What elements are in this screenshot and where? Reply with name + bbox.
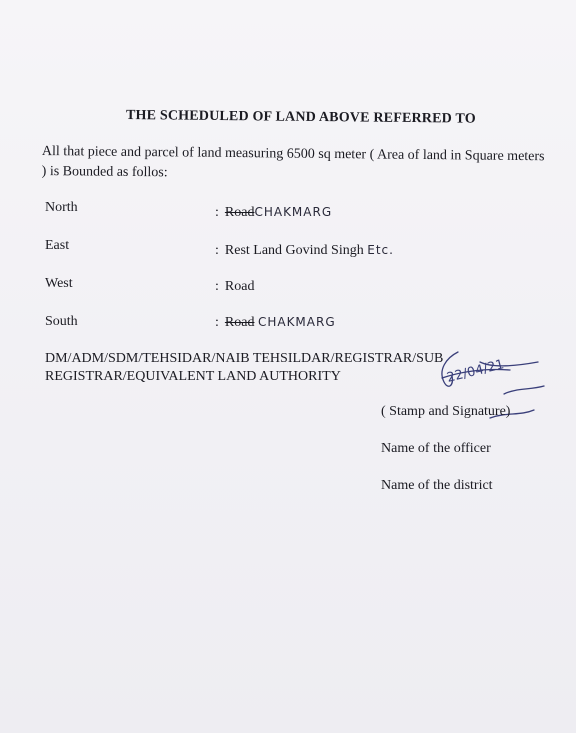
typed-text: Rest Land Govind Singh xyxy=(224,243,364,258)
signature-scribble xyxy=(420,348,560,438)
colon: : xyxy=(215,279,219,294)
boundary-east-label: East xyxy=(45,238,70,253)
boundary-north-value xyxy=(215,205,332,221)
typed-text: Road xyxy=(224,279,255,294)
colon: : xyxy=(215,243,219,258)
signature-date: 22/04/21 xyxy=(445,357,506,386)
handwritten-text: CHAKMARG xyxy=(257,315,336,329)
boundary-west-label: West xyxy=(45,276,73,291)
boundary-south-label: South xyxy=(45,314,78,329)
handwritten-text: CHAKMARG xyxy=(254,205,333,219)
boundary-west-value xyxy=(215,279,254,295)
struck-text: Road xyxy=(224,205,255,220)
document-title: THE SCHEDULED OF LAND ABOVE REFERRED TO xyxy=(125,108,476,127)
colon: : xyxy=(215,205,219,220)
stamp-signature-label: ( Stamp and Signature) xyxy=(381,404,511,419)
intro-paragraph: All that piece and parcel of land measuring 6500 sq meter ( Area of land in Square meters ) is Bounded as follos: xyxy=(41,143,545,181)
district-name-label: Name of the district xyxy=(381,478,493,493)
boundary-north-label: North xyxy=(45,200,78,215)
colon: : xyxy=(215,315,219,330)
officer-name-label: Name of the officer xyxy=(381,441,491,456)
struck-text: Road xyxy=(224,315,255,330)
authority-line: DM/ADM/SDM/TEHSIDAR/NAIB TEHSILDAR/REGISTRAR/SUB REGISTRAR/EQUIVALENT LAND AUTHORITY xyxy=(45,351,444,384)
boundary-south-value xyxy=(215,315,336,331)
boundary-east-value xyxy=(215,243,394,259)
handwritten-text: Etc. xyxy=(367,243,394,257)
